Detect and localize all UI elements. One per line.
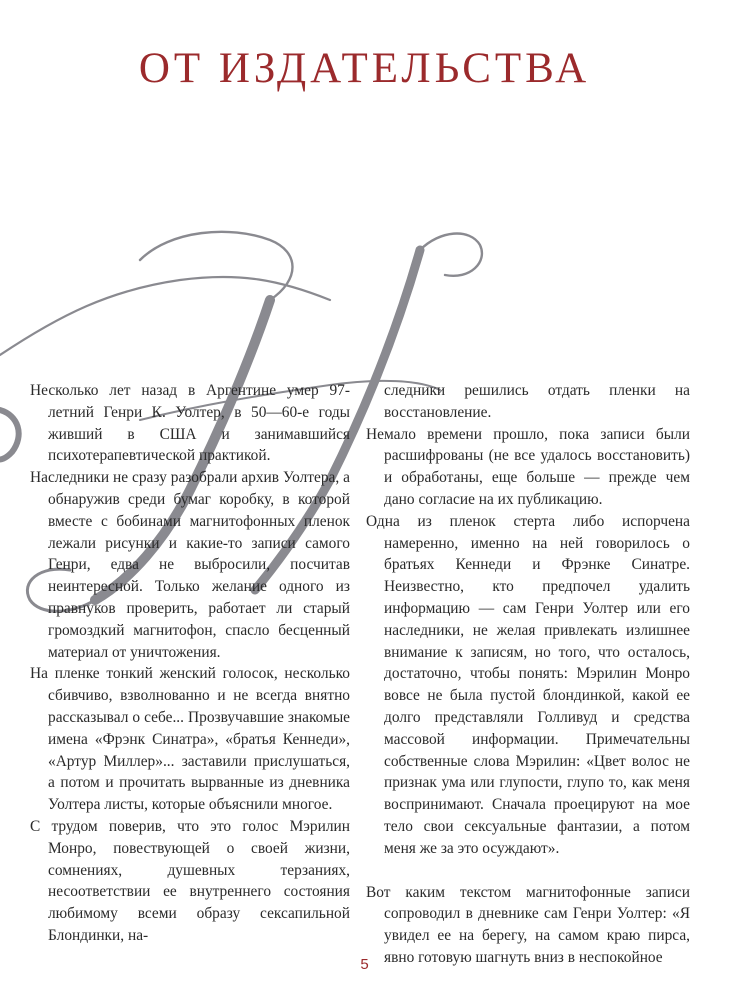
paragraph: Одна из пленок стерта либо испорчена намеренно, именно на ней говорилось о братьях Кеннеди и Фрэнке Синатре. Неизвестно, кто предпочел удалить информацию — сам Генри Уолтер или его наследники, не желая привлекать излишнее внимание к записям, но того, что осталось, достаточно, чтобы понять: Мэрилин Монро вовсе не была пустой блондинкой, какой ее долго представляли Голливуд и средства массовой информации. Примечательны собственные слова Мэрилин: «Цвет волос не признак ума или глупости, глупо то, как меня воспринимают. Сначала проецируют на мое тело свои сексуальные фантазии, а потом меня же за это осуждают». [366, 512, 690, 857]
paragraph-continuation: следники решились отдать пленки на восстановление. [384, 382, 690, 421]
page-number: 5 [360, 956, 369, 973]
paragraph: Немало времени прошло, пока записи были расшифрованы (не все удалось восстановить) и обработаны, еще больше — прежде чем дано согласие на их публикацию. [366, 425, 690, 508]
paragraph: Вот каким текстом магнитофонные записи сопроводил в дневнике сам Генри Уолтер: «Я увидел ее на берегу, на самом краю пирса, явно готовую шагнуть вниз в неспокойное [366, 883, 690, 966]
paragraph: С трудом поверив, что это голос Мэрилин Монро, повествующей о своей жизни, сомнениях, душевных терзаниях, несоответствии ее внутреннего состояния любимому всеми образу сексапильной Блондинки, на- [30, 817, 350, 944]
paragraph: На пленке тонкий женский голосок, несколько сбивчиво, взволнованно и не всегда внятно рассказывал о себе... Прозвучавшие знакомые имена «Фрэнк Синатра», «братья Кеннеди», «Артур Миллер»... заставили прислушаться, а потом и прочитать вырванные из дневника Уолтера листы, которые объяснили многое. [30, 665, 350, 814]
left-column [30, 380, 350, 947]
paragraph: Наследники не сразу разобрали архив Уолтера, а обнаружив среди бумаг коробку, в которой вместе с бобинами магнитофонных пленок лежали рисунки и какие-то записи самого Генри, едва не выбросили, посчитав неинтересной. Только желание одного из правнуков проверить, работает ли старый громоздкий магнитофон, спасло бесценный материал от уничтожения. [30, 469, 350, 661]
page-title: ОТ ИЗДАТЕЛЬСТВА [138, 45, 591, 92]
right-column [366, 380, 690, 969]
paragraph: Несколько лет назад в Аргентине умер 97-летний Генри К. Уолтер, в 50—60-е годы живший в США и занимавшийся психотерапевтической практикой. [30, 382, 350, 465]
paragraph-gap [366, 860, 690, 882]
